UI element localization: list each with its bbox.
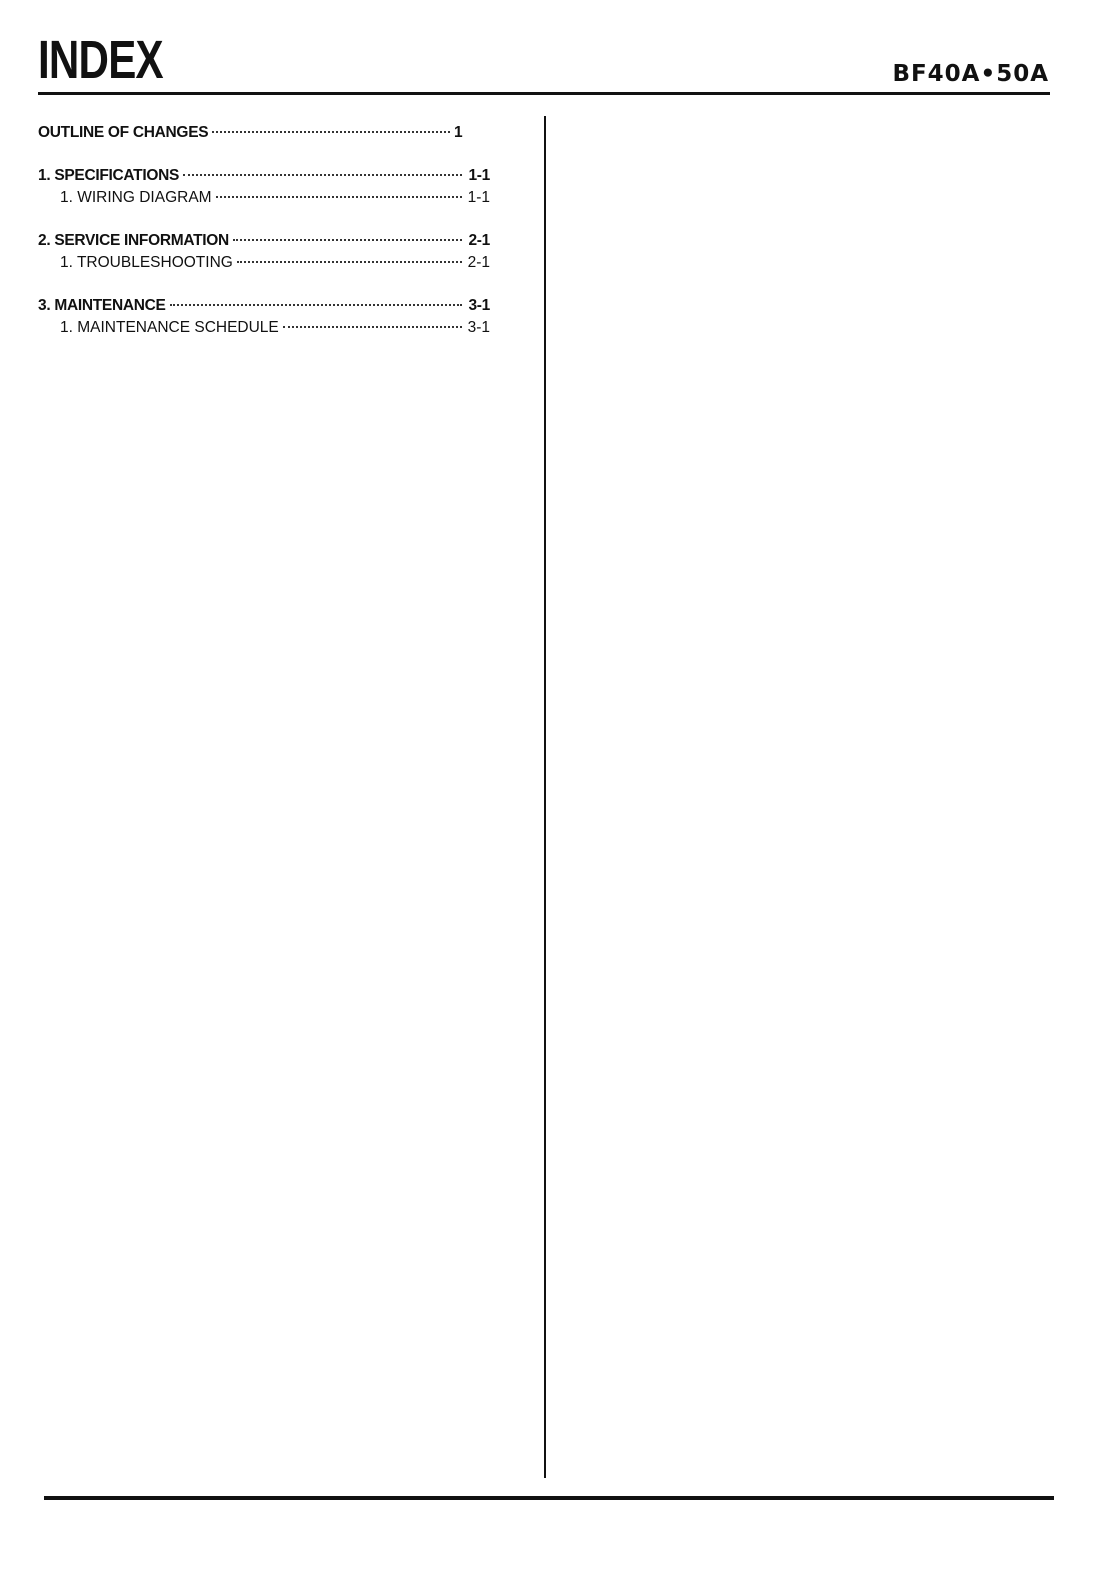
toc-group-service-information [38,230,490,274]
toc-entry-page: 1-1 [468,167,490,184]
toc-entry-page: 1-1 [467,189,490,206]
footer-rule [44,1496,1054,1500]
toc-entry-label: 2. SERVICE INFORMATION [38,232,229,249]
dot-leader [170,304,462,306]
toc-entry-specifications[interactable] [38,165,490,187]
toc-entry-label: 1. WIRING DIAGRAM [60,189,212,206]
toc-entry-label: OUTLINE OF CHANGES [38,124,209,141]
toc-entry-label: 1. SPECIFICATIONS [38,167,180,184]
dot-leader [237,261,462,263]
toc-entry-label: 3. MAINTENANCE [38,297,166,314]
dot-leader [212,131,450,133]
toc-entry-outline-of-changes[interactable] [38,122,478,144]
toc-entry-service-information[interactable] [38,230,490,252]
toc-entry-wiring-diagram[interactable] [38,187,490,209]
column-divider [544,116,546,1478]
toc-entry-label: 1. TROUBLESHOOTING [60,254,233,271]
toc-entry-page: 3-1 [467,319,490,336]
toc-entry-page: 1 [454,124,463,141]
toc-entry-label: 1. MAINTENANCE SCHEDULE [60,319,279,336]
dot-leader [183,174,462,176]
toc-entry-page: 2-1 [467,254,490,271]
table-of-contents [38,122,490,360]
toc-entry-page: 2-1 [468,232,490,249]
dot-leader [283,326,462,328]
toc-group-specifications [38,165,490,209]
header-rule [38,92,1050,95]
dot-leader [216,196,462,198]
toc-entry-maintenance[interactable] [38,295,490,317]
toc-group-outline [38,122,490,144]
page-title: INDEX [38,30,163,90]
toc-group-maintenance [38,295,490,339]
toc-entry-maintenance-schedule[interactable] [38,317,490,339]
toc-entry-troubleshooting[interactable] [38,252,490,274]
model-code: BF40A•50A [892,61,1049,87]
toc-entry-page: 3-1 [468,297,490,314]
dot-leader [233,239,462,241]
